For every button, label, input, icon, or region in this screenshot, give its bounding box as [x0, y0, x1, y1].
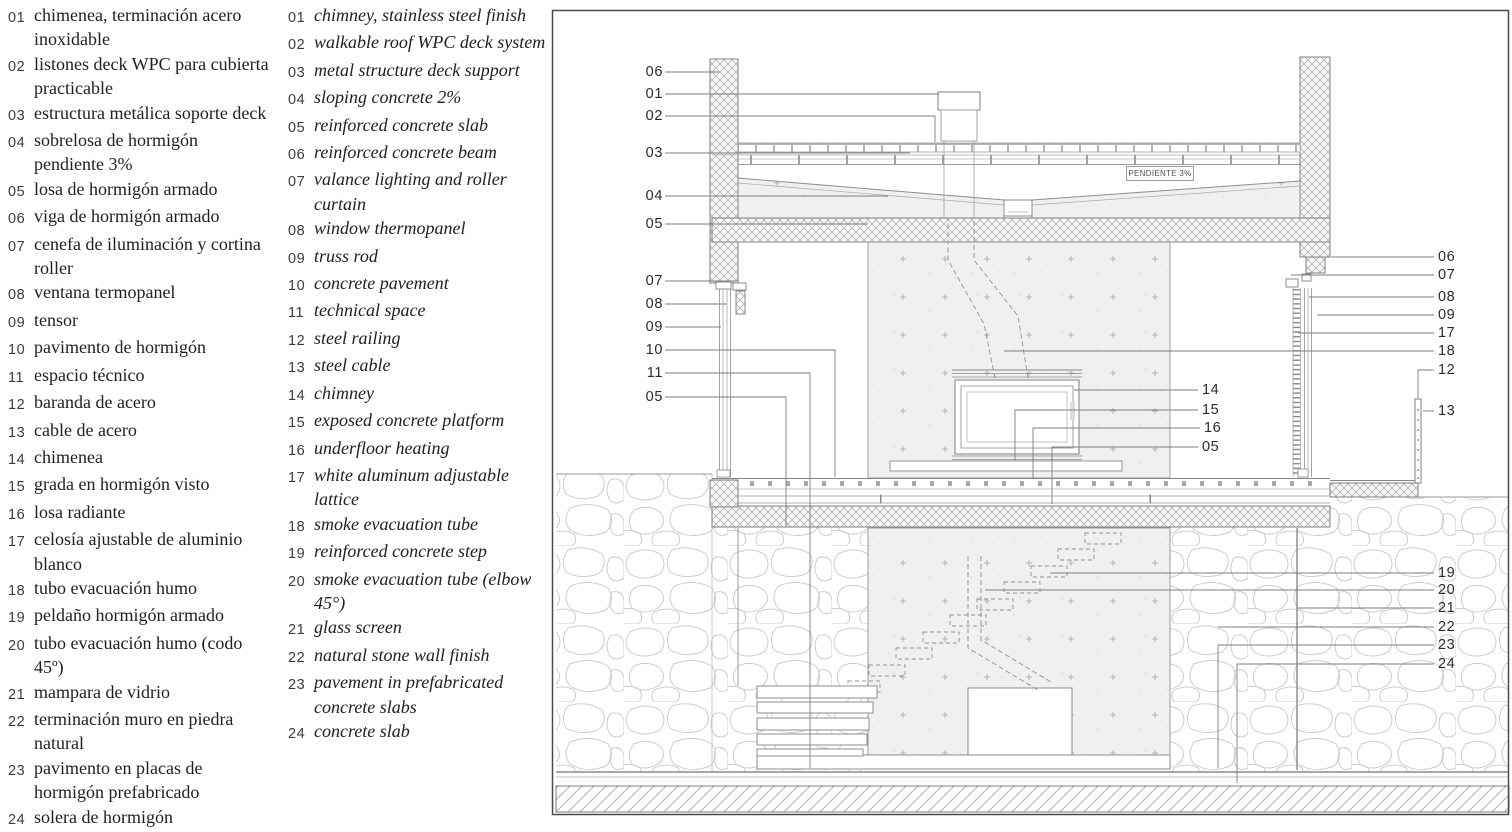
callout-label: 05	[1202, 439, 1220, 455]
concrete-solera	[556, 786, 1509, 812]
legend-item-text: concrete pavement	[314, 273, 449, 294]
legend-item-number: 22	[288, 649, 306, 666]
callout-label: 16	[1204, 420, 1222, 436]
legend-item	[288, 719, 554, 746]
legend-item-number: 20	[288, 573, 306, 590]
callout-label: 09	[1438, 307, 1456, 323]
legend-item-text: ventana termopanel	[34, 282, 176, 303]
legend-item-number: 03	[8, 107, 26, 124]
legend-item	[288, 567, 554, 616]
legend-item-text: losa de hormigón armado	[34, 178, 218, 199]
legend-item-text: pavimento en placas de hormigón prefabricado	[34, 757, 203, 803]
legend-item-text: cable de acero	[34, 419, 137, 440]
right-window-lattice	[1286, 274, 1312, 477]
legend-item	[288, 85, 554, 112]
terrace-slab	[1330, 483, 1418, 497]
legend-item	[288, 643, 554, 670]
legend-item	[288, 512, 554, 539]
ground-slab	[556, 772, 1509, 812]
legend-item	[288, 539, 554, 566]
legend-item-number: 23	[288, 677, 306, 694]
legend-item	[288, 58, 554, 85]
legend-item	[8, 128, 270, 177]
legend-item-text: tubo evacuación humo (codo 45º)	[34, 632, 243, 678]
callout-label: 03	[645, 145, 663, 161]
legend-item-text: white aluminum adjustable lattice	[314, 464, 509, 510]
legend-item-number: 07	[288, 174, 306, 191]
legend-item	[288, 670, 554, 719]
legend-item	[8, 363, 270, 390]
legend-item-number: 23	[8, 762, 26, 779]
legend-item	[8, 500, 270, 527]
legend-item-text: chimenea	[34, 446, 103, 467]
legend-item-text: mampara de vidrio	[34, 681, 170, 702]
legend-item	[288, 140, 554, 167]
legend-item-text: tubo evacuación humo	[34, 577, 197, 598]
legend-item-text: steel railing	[314, 327, 401, 348]
legend-item-text: chimney, stainless steel finish	[314, 5, 526, 25]
legend-item	[288, 408, 554, 435]
legend-item	[288, 113, 554, 140]
legend-item-text: reinforced concrete step	[314, 541, 487, 562]
legend-item	[8, 472, 270, 499]
callout-label: 17	[1438, 325, 1456, 341]
reinforced-slab	[712, 506, 1330, 527]
legend-item	[8, 390, 270, 417]
legend-item	[288, 30, 554, 57]
legend-item-number: 08	[288, 223, 306, 240]
legend-item-number: 21	[8, 686, 26, 703]
callout-label: 12	[1438, 362, 1456, 378]
legend-item-number: 11	[288, 305, 305, 322]
legend-item-text: chimenea, terminación acero inoxidable	[34, 5, 242, 50]
callout-label: 02	[645, 108, 663, 124]
callout-label: 23	[1438, 637, 1456, 653]
legend-item-number: 02	[288, 37, 306, 54]
callout-label: 13	[1438, 403, 1456, 419]
callout-label: 18	[1438, 343, 1456, 359]
legend-item-number: 04	[288, 92, 306, 109]
legend-item-text: peldaño hormigón armado	[34, 605, 224, 626]
legend-item-number: 18	[288, 518, 306, 535]
legend-item-text: reinforced concrete beam	[314, 142, 497, 163]
legend-item	[8, 707, 270, 756]
sloping-screed	[738, 178, 1300, 218]
legend-item-text: grada en hormigón visto	[34, 474, 210, 495]
legend-item-number: 12	[288, 332, 306, 349]
callout-label: 06	[1438, 249, 1456, 265]
legend-item-number: 18	[8, 582, 26, 599]
legend-item-number: 19	[8, 610, 26, 627]
legend-item-number: 10	[8, 342, 26, 359]
legend-item-text: reinforced concrete slab	[314, 114, 488, 135]
legend-item-text: natural stone wall finish	[314, 644, 490, 665]
legend-item-number: 15	[8, 479, 26, 496]
legend-item	[288, 271, 554, 298]
legend-item-number: 19	[288, 546, 306, 563]
legend-item-text: listones deck WPC para cubierta practicable	[34, 53, 269, 99]
callout-label: 05	[645, 389, 663, 405]
legend-item	[8, 204, 270, 231]
legend-item-text: valance lighting and roller curtain	[314, 169, 507, 214]
legend-item-text: celosía ajustable de aluminio blanco	[34, 529, 243, 574]
technical-space-niche	[968, 688, 1072, 756]
left-wall-beam	[710, 59, 738, 283]
legend-item	[288, 463, 554, 512]
legend-item-text: glass screen	[314, 617, 402, 638]
legend-item	[8, 232, 270, 281]
legend-item	[8, 280, 270, 307]
legend-item	[288, 326, 554, 353]
legend-item-number: 06	[8, 211, 26, 228]
legend-item-number: 16	[8, 506, 26, 523]
legend-item	[8, 445, 270, 472]
legend-item-text: truss rod	[314, 245, 378, 266]
callout-label: 14	[1202, 382, 1220, 398]
legend-item-text: sobrelosa de hormigón pendiente 3%	[34, 130, 198, 175]
legend-item-number: 04	[8, 135, 26, 152]
legend-item	[8, 756, 270, 805]
legend-item-text: baranda de acero	[34, 392, 156, 413]
legend-item-number: 22	[8, 713, 26, 730]
legend-item-number: 08	[8, 287, 26, 304]
legend-item-number: 06	[288, 147, 306, 164]
left-window	[716, 282, 746, 477]
legend-item-text: espacio técnico	[34, 364, 145, 385]
legend-item-number: 12	[8, 397, 26, 414]
callout-label: 10	[645, 342, 663, 358]
legend-item-text: window thermopanel	[314, 218, 466, 239]
legend-item	[8, 52, 270, 101]
legend-item-text: underfloor heating	[314, 437, 450, 458]
legend-english-column	[288, 3, 554, 746]
legend-item-number: 05	[288, 119, 306, 136]
callout-label: 09	[645, 319, 663, 335]
legend-item-number: 13	[288, 360, 306, 377]
legend-item-text: estructura metálica soporte deck	[34, 102, 267, 123]
pendiente-label: PENDIENTE 3%	[1126, 166, 1194, 181]
legend-item-text: smoke evacuation tube	[314, 513, 478, 534]
callout-label: 19	[1438, 565, 1456, 581]
legend-item-text: viga de hormigón armado	[34, 206, 220, 227]
legend-item	[8, 805, 270, 832]
legend-item-number: 24	[8, 811, 26, 828]
legend-item-text: chimney	[314, 382, 374, 403]
upper-floor	[710, 479, 1418, 528]
legend-item-number: 11	[8, 369, 25, 386]
legend-item-text: concrete slab	[314, 720, 410, 741]
legend-item-number: 09	[288, 250, 306, 267]
legend-item-number: 17	[8, 534, 26, 551]
legend-item-text: pavement in prefabricated concrete slabs	[314, 672, 504, 717]
legend-item-number: 02	[8, 58, 26, 75]
legend-item-text: sloping concrete 2%	[314, 87, 462, 108]
legend-item-text: cenefa de iluminación y cortina roller	[34, 233, 261, 279]
callout-label: 08	[1438, 289, 1456, 305]
legend-item	[8, 527, 270, 576]
callout-leader	[665, 116, 935, 142]
roller-curtain	[736, 291, 745, 314]
legend-item-number: 13	[8, 424, 26, 441]
legend-item	[8, 680, 270, 707]
legend-item	[8, 576, 270, 603]
legend-item	[288, 244, 554, 271]
legend-item-text: steel cable	[314, 355, 391, 376]
legend-item	[288, 216, 554, 243]
legend-item-text: technical space	[314, 300, 426, 321]
legend-item	[8, 603, 270, 630]
legend-item	[288, 381, 554, 408]
legend-item-number: 21	[288, 622, 306, 639]
legend-item	[8, 335, 270, 362]
callout-label: 20	[1438, 582, 1456, 598]
callout-label: 24	[1438, 656, 1456, 672]
callout-leader	[665, 350, 835, 477]
callout-label: 04	[645, 188, 663, 204]
legend-item	[288, 615, 554, 642]
legend-item-number: 15	[288, 415, 306, 432]
legend-item-text: terminación muro en piedra natural	[34, 708, 234, 754]
legend-item	[8, 177, 270, 204]
roof-slab-beam	[712, 218, 1330, 242]
legend-item-number: 05	[8, 183, 26, 200]
callout-label: 21	[1438, 600, 1456, 616]
legend-item-text: solera de hormigón	[34, 806, 173, 827]
legend-spanish-column	[8, 3, 270, 832]
legend-item-text: metal structure deck support	[314, 59, 520, 80]
legend-item-number: 14	[8, 451, 26, 468]
legend-item-text: tensor	[34, 309, 78, 330]
lower-concrete-wall	[848, 528, 1170, 756]
legend-item	[288, 353, 554, 380]
legend-item-number: 09	[8, 314, 26, 331]
callout-label: 08	[645, 296, 663, 312]
roof-gutter	[1004, 200, 1032, 216]
legend-item	[8, 418, 270, 445]
legend-item-number: 10	[288, 278, 306, 295]
legend-item	[288, 298, 554, 325]
legend-item	[8, 101, 270, 128]
concrete-platform	[890, 461, 1122, 471]
legend-item	[288, 167, 554, 216]
legend-item-text: exposed concrete platform	[314, 410, 505, 431]
legend-item-text: walkable roof WPC deck system	[314, 32, 546, 53]
roof-deck	[712, 143, 1300, 165]
legend-item-number: 03	[288, 64, 306, 81]
callout-label: 22	[1438, 619, 1456, 635]
legend-item	[8, 3, 270, 52]
callout-label: 11	[646, 365, 663, 381]
callout-label: 15	[1202, 402, 1220, 418]
legend-item-number: 20	[8, 637, 26, 654]
legend-item	[288, 436, 554, 463]
callout-label: 06	[645, 64, 663, 80]
legend-item-number: 01	[288, 10, 306, 26]
legend-item-number: 16	[288, 442, 306, 459]
legend-item	[288, 3, 554, 30]
legend-item-number: 07	[8, 238, 26, 255]
legend-item-number: 14	[288, 387, 306, 404]
callout-label: 07	[645, 273, 663, 289]
legend-item-number: 17	[288, 469, 306, 486]
steel-railing	[1415, 399, 1421, 483]
legend-item-text: losa radiante	[34, 501, 126, 522]
legend-item-text: smoke evacuation tube (elbow 45°)	[314, 568, 532, 613]
legend-item	[8, 308, 270, 335]
callout-label: 07	[1438, 267, 1456, 283]
legend-item-number: 01	[8, 10, 26, 26]
callout-label: 01	[645, 86, 663, 102]
legend-item-text: pavimento de hormigón	[34, 337, 206, 358]
callout-leader	[1418, 370, 1434, 398]
legend-item	[8, 631, 270, 680]
callout-label: 05	[645, 216, 663, 232]
legend-item-number: 24	[288, 725, 306, 742]
